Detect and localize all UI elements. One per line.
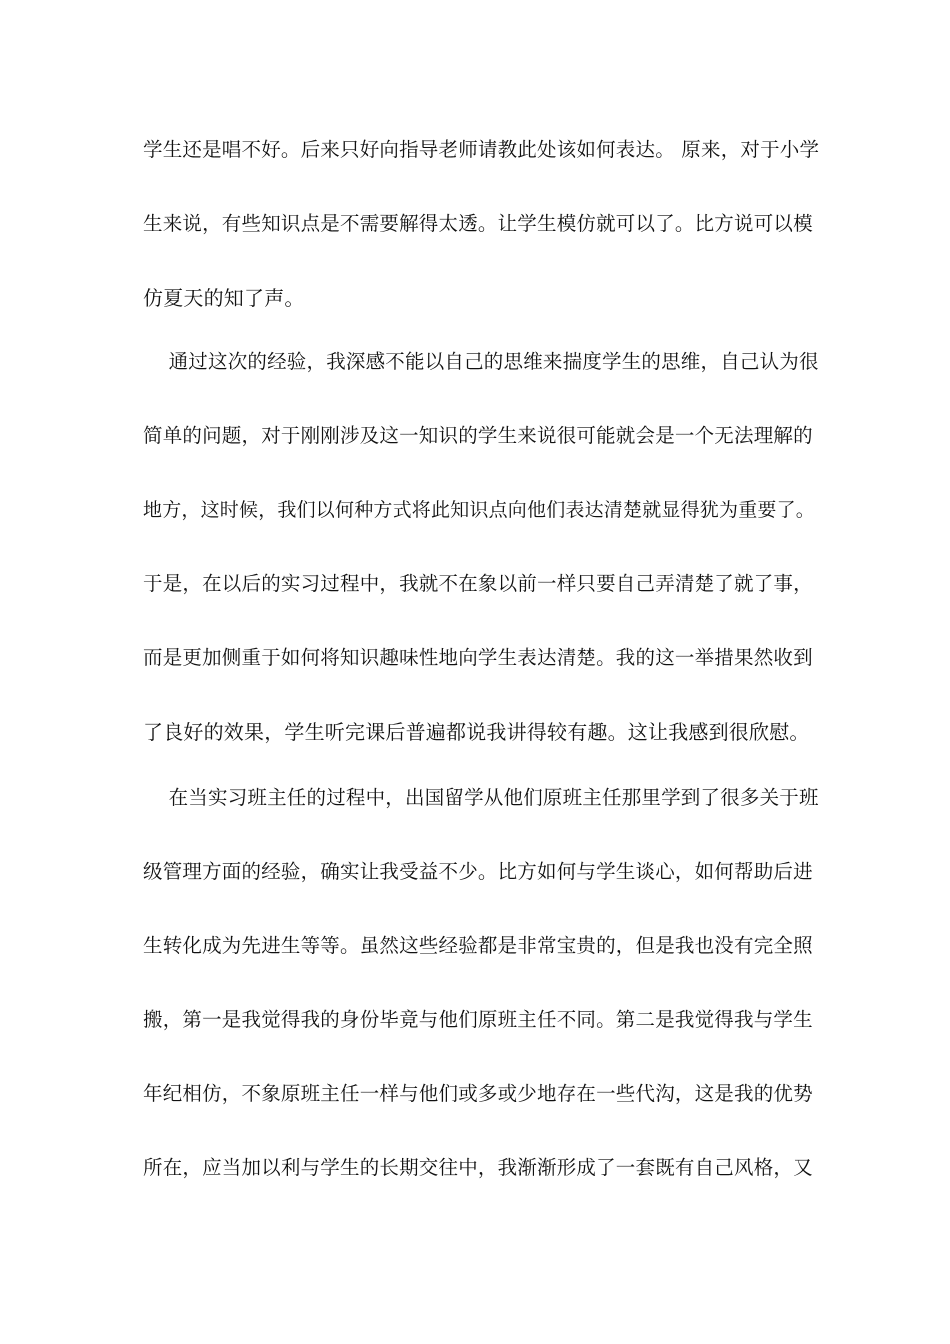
text-line: 地方，这时候，我们以何种方式将此知识点向他们表达清楚就显得犹为重要了。: [143, 499, 816, 521]
text-line: 而是更加侧重于如何将知识趣味性地向学生表达清楚。我的这一举措果然收到: [143, 646, 813, 669]
text-line: 级管理方面的经验，确实让我受益不少。比方如何与学生谈心，如何帮助后进: [143, 860, 813, 883]
text-line: 了良好的效果，学生听完课后普遍都说我讲得较有趣。这让我感到很欣慰。: [143, 720, 810, 744]
text-line: 年纪相仿，不象原班主任一样与他们或多或少地存在一些代沟，这是我的优势: [143, 1082, 813, 1105]
text-line: 在当实习班主任的过程中，出国留学从他们原班主任那里学到了很多关于班: [143, 786, 819, 809]
text-line: 生转化成为先进生等等。虽然这些经验都是非常宝贵的，但是我也没有完全照: [143, 934, 813, 957]
text-line: 于是，在以后的实习过程中，我就不在象以前一样只要自己弄清楚了就了事，: [143, 572, 813, 595]
text-line: 生来说，有些知识点是不需要解得太透。让学生模仿就可以了。比方说可以模: [143, 212, 813, 235]
text-line: 搬，第一是我觉得我的身份毕竟与他们原班主任不同。第二是我觉得我与学生: [143, 1008, 813, 1031]
text-line: 所在，应当加以利与学生的长期交往中，我渐渐形成了一套既有自己风格，又: [143, 1156, 813, 1179]
text-line: 简单的问题，对于刚刚涉及这一知识的学生来说很可能就会是一个无法理解的: [143, 424, 813, 447]
text-line: 学生还是唱不好。后来只好向指导老师请教此处该如何表达。 原来，对于小学: [143, 138, 820, 161]
text-line: 仿夏天的知了声。: [143, 286, 305, 310]
text-line: 通过这次的经验，我深感不能以自己的思维来揣度学生的思维，自己认为很: [143, 350, 819, 373]
